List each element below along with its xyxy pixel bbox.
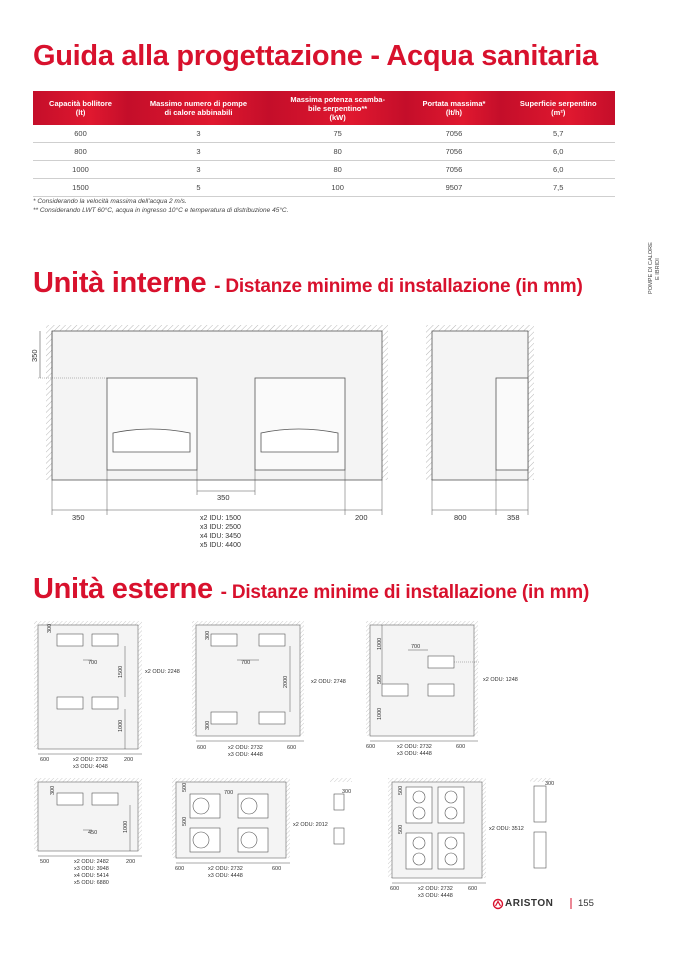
- header-pompe: Massimo numero di pompe di calore abbinabili: [128, 91, 269, 125]
- d6-left: 600: [390, 886, 400, 892]
- d2-mid-1: x3 ODU: 4448: [228, 752, 263, 758]
- outdoor-diagram-5: [172, 778, 352, 863]
- section-title-interne: Unità interne - Distanze minime di installazione (in mm): [33, 267, 583, 299]
- d6-v: 500: [398, 824, 404, 834]
- cell: 100: [269, 179, 407, 197]
- d4-v: 1000: [123, 820, 129, 833]
- cell: 1500: [33, 179, 128, 197]
- d3-side: x2 ODU: 1248: [483, 677, 518, 683]
- outdoor-diagram-3: [366, 621, 480, 741]
- note: * Considerando la velocità massima dell'acqua 2 m/s.: [33, 198, 187, 205]
- d2-gap: 700: [241, 660, 251, 666]
- d4-mid-2: x4 ODU: 5414: [74, 873, 109, 879]
- d4-mid-3: x5 ODU: 6880: [74, 880, 109, 886]
- idu-x2: x2 IDU: 1500: [200, 515, 241, 522]
- d3-top: 1000: [377, 637, 383, 650]
- cell: 1000: [33, 161, 128, 179]
- header-superficie: Superficie serpentino (m²): [501, 91, 615, 125]
- cell: 7056: [406, 143, 501, 161]
- d5-gap: 700: [224, 790, 234, 796]
- d1-v1: 1500: [118, 665, 124, 678]
- d1-right: 200: [124, 757, 134, 763]
- d4-top: 300: [50, 785, 56, 795]
- d6-top: 500: [398, 785, 404, 795]
- d3-v1: 500: [377, 674, 383, 684]
- cell: 5,7: [501, 125, 615, 143]
- d2-side: x2 ODU: 2748: [311, 679, 346, 685]
- page-title: Guida alla progettazione - Acqua sanitaria: [33, 40, 598, 72]
- dim-left: 350: [72, 513, 85, 522]
- cell: 7056: [406, 161, 501, 179]
- d3-gap: 700: [411, 644, 421, 650]
- dim-side-front: 800: [454, 513, 467, 522]
- d3-right: 600: [456, 744, 466, 750]
- d1-mid-1: x3 ODU: 4048: [73, 764, 108, 770]
- d3-v2: 1000: [377, 707, 383, 720]
- d5-mid-1: x3 ODU: 4448: [208, 873, 243, 879]
- page-number: 155: [578, 898, 594, 909]
- outdoor-diagram-6: [388, 778, 555, 883]
- ariston-logo-icon: [494, 900, 503, 909]
- cell: 600: [33, 125, 128, 143]
- note: ** Considerando LWT 60°C, acqua in ingresso 10°C e temperatura di distribuzione 45°C.: [33, 207, 289, 214]
- cell: 7,5: [501, 179, 615, 197]
- cell: 3: [128, 125, 269, 143]
- dim-top: 350: [30, 349, 39, 362]
- d2-right: 600: [287, 745, 297, 751]
- idu-x4: x4 IDU: 3450: [200, 533, 241, 540]
- header-capacita: Capacità bollitore (lt): [33, 91, 128, 125]
- d4-left: 500: [40, 859, 50, 865]
- side-label-line2: E IBRIDI: [655, 258, 661, 280]
- d1-mid-0: x2 ODU: 2732: [73, 757, 108, 763]
- cell: 7056: [406, 125, 501, 143]
- d1-side: x2 ODU: 2248: [145, 669, 180, 675]
- side-label-line1: POMPE DI CALORE: [648, 242, 654, 294]
- d3-left: 600: [366, 744, 376, 750]
- cell: 9507: [406, 179, 501, 197]
- d6-mid-1: x3 ODU: 4448: [418, 893, 453, 899]
- d2-mid-0: x2 ODU: 2732: [228, 745, 263, 751]
- d2-left: 600: [197, 745, 207, 751]
- cell: 3: [128, 161, 269, 179]
- d4-mid-0: x2 ODU: 2482: [74, 859, 109, 865]
- header-portata: Portata massima* (lt/h): [406, 91, 501, 125]
- d5-right: 600: [272, 866, 282, 872]
- d6-right: 600: [468, 886, 478, 892]
- d4-right: 200: [126, 859, 136, 865]
- d4-mid-1: x3 ODU: 3948: [74, 866, 109, 872]
- d1-v2: 1000: [118, 719, 124, 732]
- d5-v: 500: [182, 816, 188, 826]
- dim-side-depth: 358: [507, 513, 520, 522]
- dim-gap: 350: [217, 493, 230, 502]
- d5-mid-0: x2 ODU: 2732: [208, 866, 243, 872]
- cell: 5: [128, 179, 269, 197]
- d5-small: 300: [342, 789, 352, 795]
- cell: 75: [269, 125, 407, 143]
- d4-gap: 450: [88, 830, 98, 836]
- section-title-esterne: Unità esterne - Distanze minime di installazione (in mm): [33, 573, 590, 605]
- cell: 80: [269, 143, 407, 161]
- d2-top: 300: [205, 630, 211, 640]
- d3-mid-0: x2 ODU: 2732: [397, 744, 432, 750]
- cell: 80: [269, 161, 407, 179]
- d6-side: x2 ODU: 3512: [489, 826, 524, 832]
- dim-right: 200: [355, 513, 368, 522]
- idu-x3: x3 IDU: 2500: [200, 524, 241, 531]
- cell: 800: [33, 143, 128, 161]
- d5-side: x2 ODU: 2012: [293, 822, 328, 828]
- header-potenza: Massima potenza scamba- bile serpentino** (kW): [269, 91, 407, 125]
- d6-small: 300: [545, 781, 555, 787]
- d2-bot: 300: [205, 720, 211, 730]
- d6-mid-0: x2 ODU: 2732: [418, 886, 453, 892]
- outdoor-diagram-1: [34, 621, 142, 754]
- idu-x5: x5 IDU: 4400: [200, 542, 241, 549]
- cell: 6,0: [501, 161, 615, 179]
- d1-left: 600: [40, 757, 50, 763]
- brand-name: ARISTON: [505, 898, 554, 909]
- d2-v: 2000: [283, 675, 289, 688]
- d1-top: 300: [47, 623, 53, 633]
- d1-gap: 700: [88, 660, 98, 666]
- d5-top: 500: [182, 782, 188, 792]
- cell: 6,0: [501, 143, 615, 161]
- d5-left: 600: [175, 866, 185, 872]
- cell: 3: [128, 143, 269, 161]
- d3-mid-1: x3 ODU: 4448: [397, 751, 432, 757]
